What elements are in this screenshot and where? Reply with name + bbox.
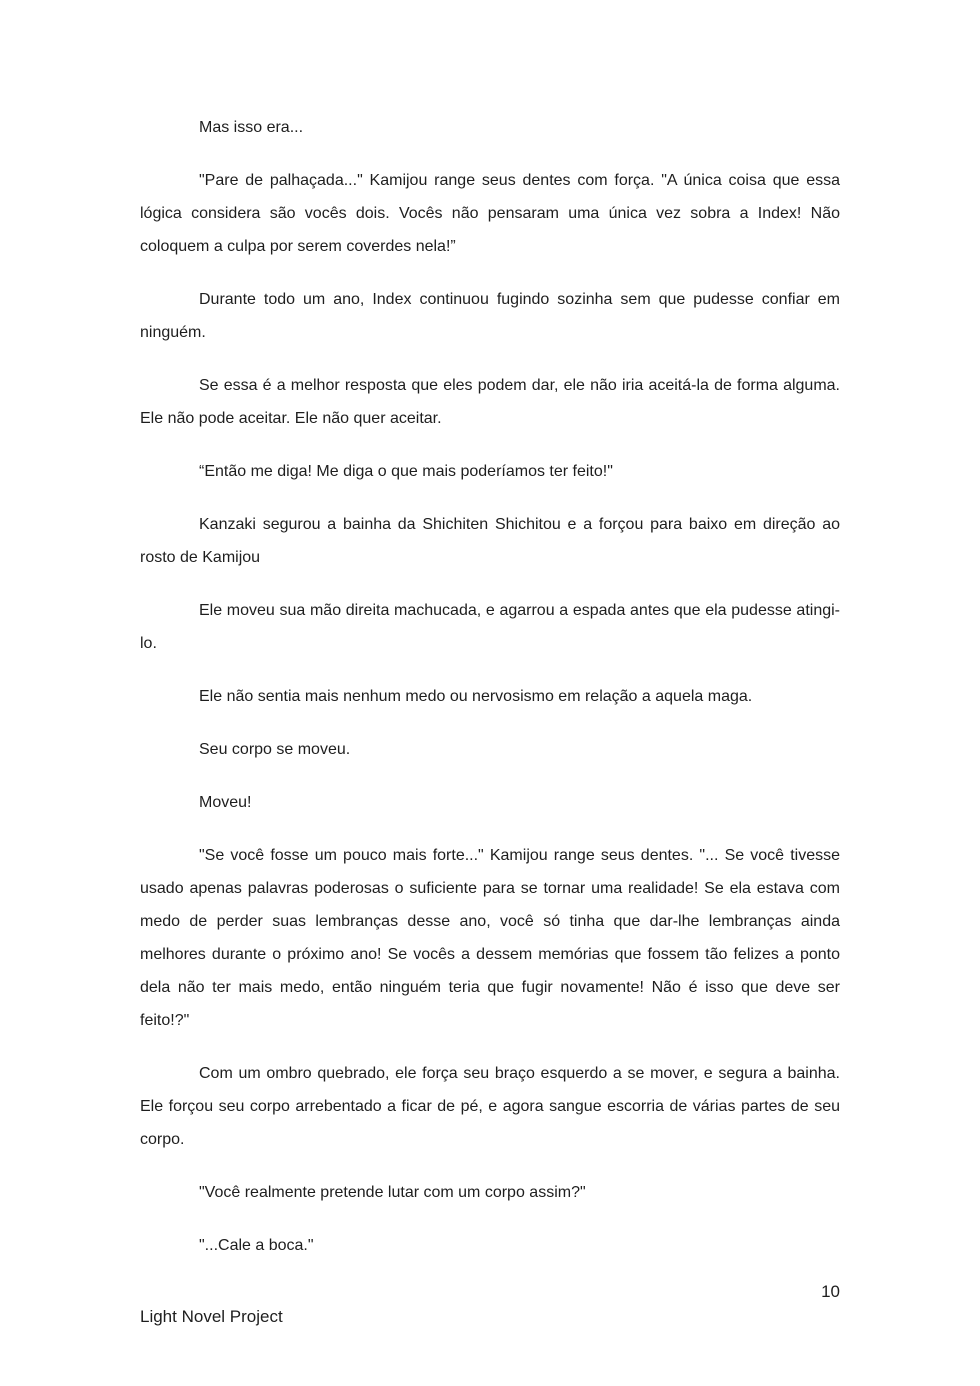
paragraph: “Então me diga! Me diga o que mais poderíamos ter feito!" bbox=[199, 463, 613, 480]
paragraph: Durante todo um ano, Index continuou fugindo sozinha sem que pudesse confiar em ninguém. bbox=[140, 291, 840, 341]
paragraph: Moveu! bbox=[199, 794, 252, 811]
paragraph: Kanzaki segurou a bainha da Shichiten Shichitou e a forçou para baixo em direção ao rosto de Kamijou bbox=[140, 516, 840, 566]
paragraph: Se essa é a melhor resposta que eles podem dar, ele não iria aceitá-la de forma alguma. Ele não pode aceitar. Ele não quer aceitar. bbox=[140, 377, 840, 427]
paragraph: Mas isso era... bbox=[199, 119, 304, 136]
paragraph: Ele moveu sua mão direita machucada, e agarrou a espada antes que ela pudesse atingi-lo. bbox=[140, 602, 840, 652]
page-number: 10 bbox=[821, 1282, 840, 1301]
paragraph: "Se você fosse um pouco mais forte..." Kamijou range seus dentes. "... Se você tivesse usado apenas palavras poderosas o suficiente para se tornar uma realidade! Se ela estava com medo de perder suas lembranças desse ano, você só tinha que dar-lhe lembranças ainda melhores durante o próximo ano! Se vocês a dessem memórias que fossem tão felizes a ponto dela não ter mais medo, então ninguém teria que fugir novamente! Não é isso que deve ser feito!?" bbox=[140, 847, 840, 1029]
paragraph: Com um ombro quebrado, ele força seu braço esquerdo a se mover, e segura a bainha. Ele forçou seu corpo arrebentado a ficar de pé, e agora sangue escorria de várias partes de seu corpo. bbox=[140, 1065, 840, 1148]
paragraph: Ele não sentia mais nenhum medo ou nervosismo em relação a aquela maga. bbox=[199, 688, 753, 705]
paragraph: "Você realmente pretende lutar com um corpo assim?" bbox=[199, 1184, 586, 1201]
text-body bbox=[140, 111, 840, 1282]
footer-label: Light Novel Project bbox=[140, 1307, 283, 1326]
paragraph: Seu corpo se moveu. bbox=[199, 741, 351, 758]
paragraph: "Pare de palhaçada..." Kamijou range seus dentes com força. "A única coisa que essa lógica considera são vocês dois. Vocês não pensaram uma única vez sobra a Index! Não coloquem a culpa por serem coverdes nela!” bbox=[140, 172, 840, 255]
paragraph: "...Cale a boca." bbox=[199, 1237, 314, 1254]
